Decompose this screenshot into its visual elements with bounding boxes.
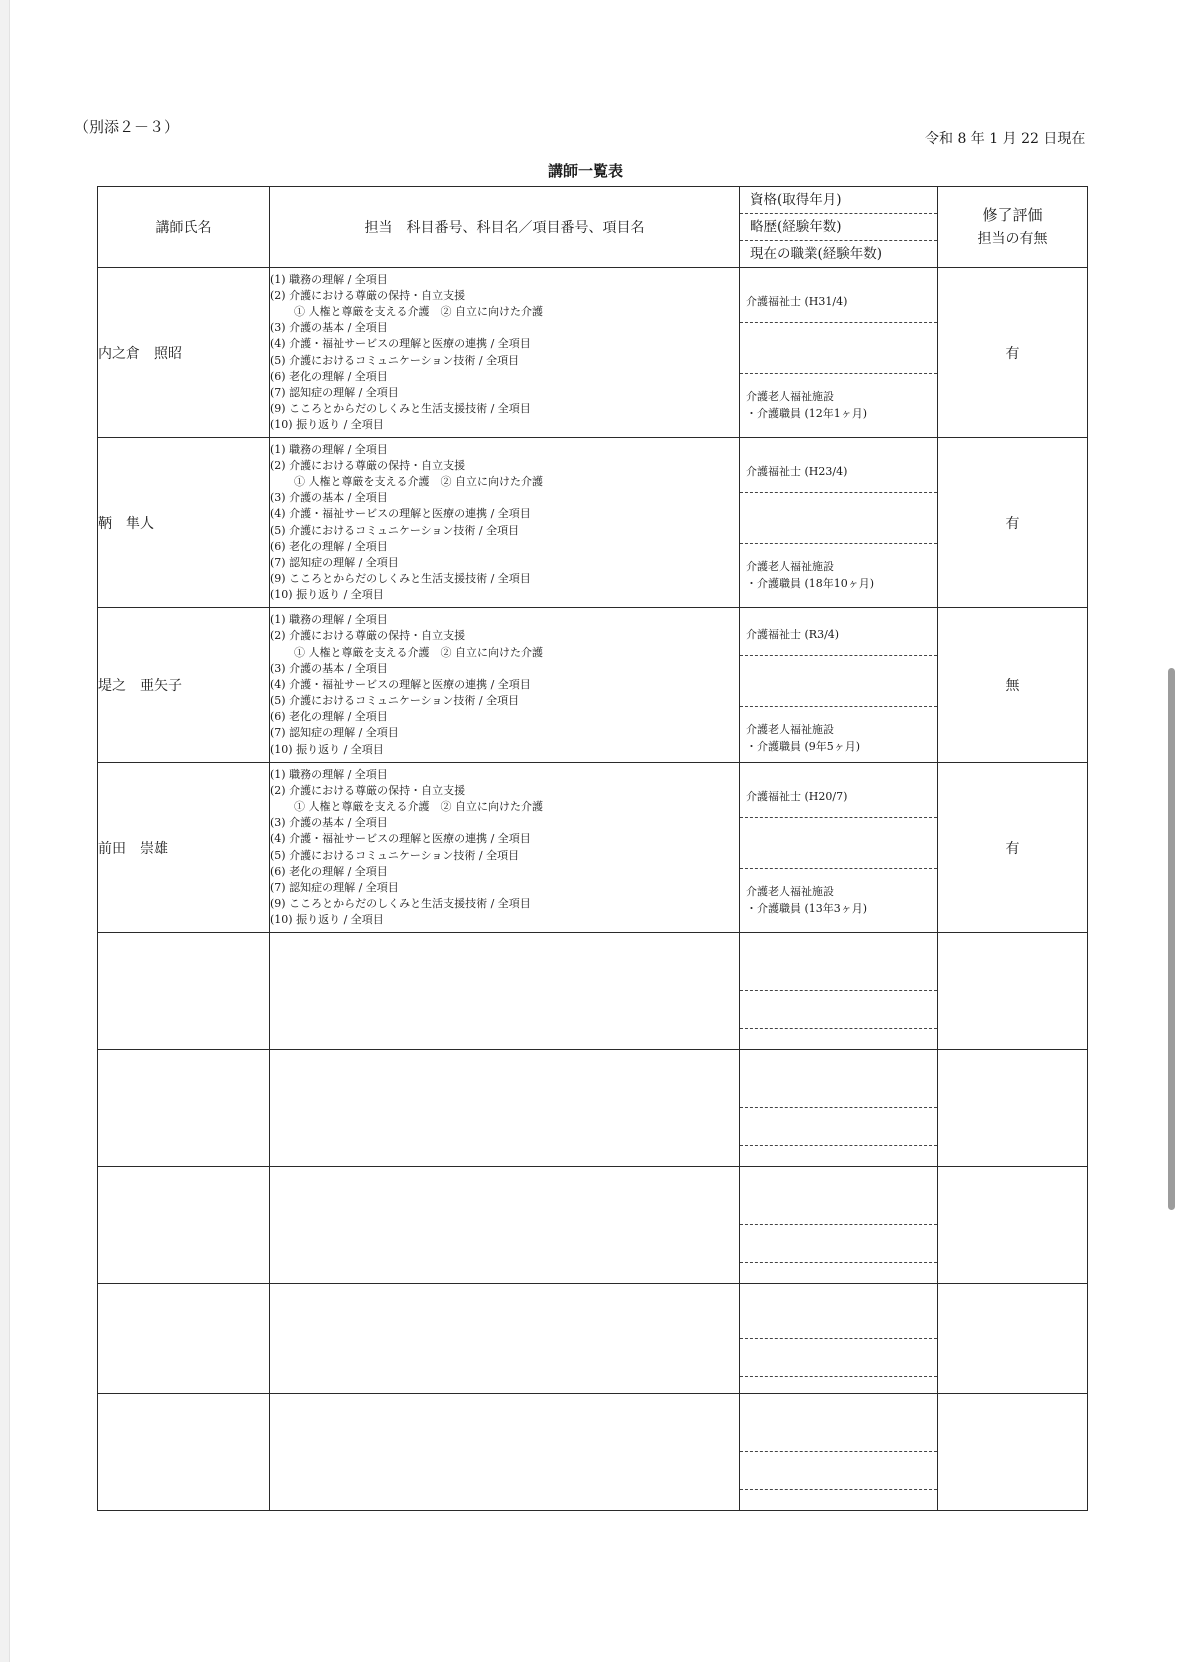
empty-subject-cell [270,1394,740,1511]
subject-list [270,268,740,438]
subject-item: (4) 介護・福祉サービスの理解と医療の連携 / 全項目 [270,677,531,691]
current-job-line2: ・介護職員 (18年10ヶ月) [746,577,875,590]
empty-qualification-cell [740,1050,938,1167]
current-job-line1: 介護老人福祉施設 [746,885,834,898]
annex-label: （別添２－３） [74,118,180,136]
dashed-divider [740,953,937,991]
qualification-cell [740,608,938,763]
subject-item: (7) 認知症の理解 / 全項目 [270,555,399,569]
empty-qualification-cell [740,1167,938,1284]
header-career-label: 略歴(経験年数) [740,214,937,241]
instructor-name: 内之倉 照昭 [98,268,270,438]
subject-item: (6) 老化の理解 / 全項目 [270,864,388,878]
current-job-line1: 介護老人福祉施設 [746,722,834,736]
scrollbar-thumb[interactable] [1168,668,1175,1210]
header-evaluation-title: 修了評価 [982,206,1043,224]
empty-row [98,1167,1088,1284]
empty-subject-cell [270,1284,740,1394]
subject-item: (7) 認知症の理解 / 全項目 [270,726,399,740]
subject-item: (10) 振り返り / 全項目 [270,418,384,432]
qualification-cell [740,268,938,438]
dashed-divider [740,1108,937,1146]
instructor-table [97,186,1088,1511]
current-job-line2: ・介護職員 (13年3ヶ月) [746,902,868,915]
subject-item: (5) 介護におけるコミュニケーション技術 / 全項目 [270,694,520,708]
subject-item: (3) 介護の基本 / 全項目 [270,816,388,830]
career-value [740,818,937,869]
header-evaluation-sub: 担当の有無 [977,231,1048,247]
empty-name-cell [98,933,270,1050]
subject-item: (7) 認知症の理解 / 全項目 [270,880,399,894]
subject-item: (10) 振り返り / 全項目 [270,588,384,602]
current-job-line1: 介護老人福祉施設 [746,560,834,573]
subject-item: (5) 介護におけるコミュニケーション技術 / 全項目 [270,353,520,367]
header-qualification [740,187,938,268]
dashed-divider [740,991,937,1029]
subject-item: (4) 介護・福祉サービスの理解と医療の連携 / 全項目 [270,507,531,521]
qualification-value: 介護福祉士 (H23/4) [740,453,937,493]
empty-name-cell [98,1050,270,1167]
subject-item: (5) 介護におけるコミュニケーション技術 / 全項目 [270,523,520,537]
as-of-date: 令和 8 年 1 月 22 日現在 [925,131,1086,147]
subject-item: (1) 職務の理解 / 全項目 [270,272,388,286]
subject-list [270,608,740,763]
subject-item: (1) 職務の理解 / 全項目 [270,767,388,781]
subject-item: (9) こころとからだのしくみと生活支援技術 / 全項目 [270,572,531,586]
qualification-cell [740,763,938,933]
empty-subject-cell [270,1167,740,1284]
empty-subject-cell [270,1050,740,1167]
empty-evaluation-cell [938,1284,1088,1394]
subject-item: (6) 老化の理解 / 全項目 [270,369,388,383]
evaluation-mark: 有 [938,268,1088,438]
subject-item: (4) 介護・福祉サービスの理解と医療の連携 / 全項目 [270,832,531,846]
header-name: 講師氏名 [98,187,270,268]
instructor-name: 前田 崇雄 [98,763,270,933]
dashed-divider [740,1225,937,1263]
evaluation-mark: 有 [938,438,1088,608]
header-current-job-label: 現在の職業(経験年数) [750,246,883,262]
subject-list [270,438,740,608]
dashed-divider [740,1414,937,1452]
evaluation-mark: 無 [938,608,1088,763]
empty-qualification-cell [740,1284,938,1394]
subject-item: (10) 振り返り / 全項目 [270,742,384,756]
dashed-divider [740,1339,937,1377]
header-row [98,187,1088,268]
table-row [98,268,1088,438]
empty-row [98,1394,1088,1511]
subject-subitem: ① 人権と尊厳を支える介護 ② 自立に向けた介護 [294,304,543,318]
subject-item: (3) 介護の基本 / 全項目 [270,491,388,505]
empty-evaluation-cell [938,1394,1088,1511]
current-job [740,707,937,755]
empty-qualification-cell [740,1394,938,1511]
career-value [740,656,937,707]
subject-item: (10) 振り返り / 全項目 [270,913,384,927]
subject-subitem: ① 人権と尊厳を支える介護 ② 自立に向けた介護 [294,645,543,659]
qualification-cell [740,438,938,608]
subject-item: (4) 介護・福祉サービスの理解と医療の連携 / 全項目 [270,337,531,351]
empty-evaluation-cell [938,1167,1088,1284]
subject-item: (2) 介護における尊厳の保持・自立支援 [270,783,466,797]
subject-item: (6) 老化の理解 / 全項目 [270,710,388,724]
viewer-left-edge [0,0,10,1662]
subject-item: (2) 介護における尊厳の保持・自立支援 [270,629,466,643]
empty-name-cell [98,1167,270,1284]
subject-item: (3) 介護の基本 / 全項目 [270,661,388,675]
table-row [98,438,1088,608]
empty-evaluation-cell [938,1050,1088,1167]
document-title: 講師一覧表 [548,162,624,180]
subject-item: (9) こころとからだのしくみと生活支援技術 / 全項目 [270,897,531,911]
empty-qualification-cell [740,933,938,1050]
empty-name-cell [98,1284,270,1394]
subject-item: (2) 介護における尊厳の保持・自立支援 [270,458,466,472]
dashed-divider [740,1187,937,1225]
subject-item: (1) 職務の理解 / 全項目 [270,613,388,627]
qualification-value: 介護福祉士 (R3/4) [740,616,937,656]
instructor-name: 鞆 隼人 [98,438,270,608]
subject-item: (6) 老化の理解 / 全項目 [270,539,388,553]
empty-row [98,933,1088,1050]
header-evaluation [938,187,1088,268]
empty-subject-cell [270,933,740,1050]
subject-item: (2) 介護における尊厳の保持・自立支援 [270,288,466,302]
table-row [98,763,1088,933]
subject-subitem: ① 人権と尊厳を支える介護 ② 自立に向けた介護 [294,474,543,488]
subject-list [270,763,740,933]
subject-subitem: ① 人権と尊厳を支える介護 ② 自立に向けた介護 [294,799,543,813]
current-job [740,869,937,917]
career-value [740,323,937,374]
dashed-divider [740,1070,937,1108]
dashed-divider [740,1452,937,1490]
empty-evaluation-cell [938,933,1088,1050]
empty-name-cell [98,1394,270,1511]
career-value [740,493,937,544]
current-job [740,374,937,422]
current-job-line1: 介護老人福祉施設 [746,390,834,403]
qualification-value: 介護福祉士 (H20/7) [740,778,937,818]
empty-row [98,1050,1088,1167]
empty-row [98,1284,1088,1394]
table-row [98,608,1088,763]
subject-item: (9) こころとからだのしくみと生活支援技術 / 全項目 [270,402,531,416]
instructor-name: 堤之 亜矢子 [98,608,270,763]
subject-item: (7) 認知症の理解 / 全項目 [270,385,399,399]
header-subjects: 担当 科目番号、科目名／項目番号、項目名 [270,187,740,268]
qualification-value: 介護福祉士 (H31/4) [740,283,937,323]
current-job-line2: ・介護職員 (9年5ヶ月) [746,739,861,753]
subject-item: (5) 介護におけるコミュニケーション技術 / 全項目 [270,848,520,862]
evaluation-mark: 有 [938,763,1088,933]
subject-item: (3) 介護の基本 / 全項目 [270,321,388,335]
dashed-divider [740,1301,937,1339]
header-qualification-label: 資格(取得年月) [740,187,937,214]
current-job [740,544,937,592]
current-job-line2: ・介護職員 (12年1ヶ月) [746,407,868,420]
subject-item: (1) 職務の理解 / 全項目 [270,442,388,456]
